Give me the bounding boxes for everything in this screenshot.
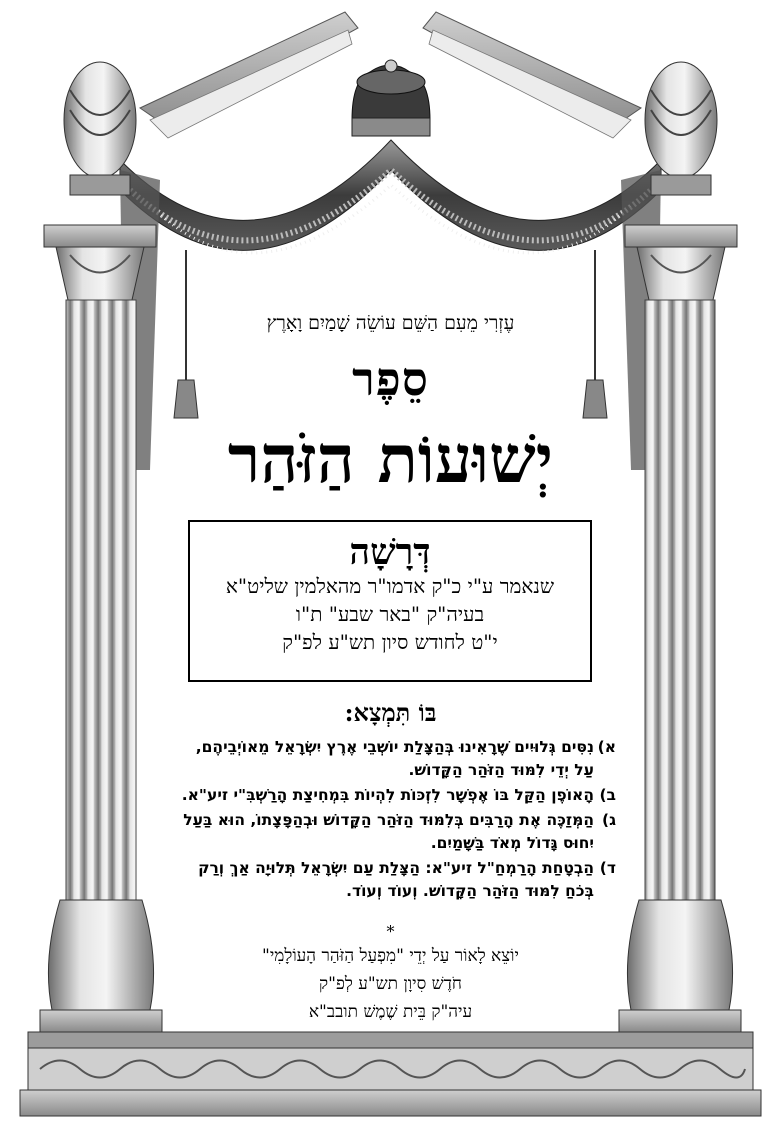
contents-heading: בּוֹ תִּמְצָא:: [344, 698, 437, 727]
sermon-info-line: שנאמר ע"י כ"ק אדמו"ר מהאלמין שליט"א: [225, 574, 555, 598]
list-item: [178, 736, 616, 782]
top-blessing: עֶזְרִי מֵעִם הַשֵּׁם עוֹשֵׂה שָׁמַיִם וָאָרֶץ: [266, 312, 515, 334]
right-finial: [645, 62, 717, 195]
publisher-block: [0, 942, 781, 1026]
item-letter: א): [597, 738, 616, 756]
left-finial: [64, 62, 136, 195]
item-text: הַבְטָחַת הָרַמְחַ"ל זיע"א: הַצָּלַת עַם יִשְׂרָאֵל תְּלוּיָה אַךְ וְרַק בְּכֹחַ לִמּוּד הַזֹּהַר הַקָּדוֹשׁ. וְעוֹד וְעוֹד.: [198, 859, 594, 900]
sermon-heading: דְּרָשָׁה: [349, 531, 431, 573]
item-letter: ג): [601, 811, 616, 829]
book-word: סֵפֶר: [352, 352, 429, 406]
item-letter: ד): [599, 859, 616, 877]
contents-list: [178, 736, 616, 905]
list-item: [178, 857, 616, 903]
item-text: נִסִּים גְּלוּיִים שֶׁרָאִינוּ בְּהַצָּלַת יוֹשְׁבֵי אֶרֶץ יִשְׂרָאֵל מֵאוֹיְבֵיהֶם, עַל יְדֵי לִמּוּד הַזֹּהַר הַקָּדוֹשׁ.: [195, 738, 594, 779]
bottom-plinth: [20, 1032, 761, 1116]
item-letter: ב): [599, 786, 616, 804]
separator-star: *: [386, 922, 395, 941]
book-title: יְשׁוּעוֹת הַזֹּהַר: [227, 420, 554, 498]
sermon-info-box: [188, 520, 592, 682]
item-text: הַמְּזַכֶּה אֶת הָרַבִּים בְּלִמּוּד הַזֹּהַר הַקָּדוֹשׁ וּבְהַפָּצָתוֹ, הוּא בַּעַל יִחוּס גָּדוֹל מְאֹד בַּשָּׁמַיִם.: [183, 811, 594, 852]
crown-ornament: [352, 60, 430, 136]
list-item: [178, 809, 616, 855]
sermon-info-line: י"ט לחודש סיון תש"ע לפ"ק: [282, 630, 498, 654]
publisher-place-line: עיה"ק בֵּית שֶׁמֶשׁ תובב"א: [308, 1002, 473, 1022]
publisher-date-line: חֹדֶשׁ סִיוָן תש"ע לְפ"ק: [319, 974, 462, 994]
sermon-info-line: בעיה"ק "באר שבע" ת"ו: [295, 602, 485, 626]
publisher-line: יוֹצֵא לָאוֹר עַל יְדֵי "מִפְעַל הַזֹּהַר הָעוֹלָמִי": [262, 946, 519, 966]
list-item: [178, 784, 616, 807]
item-text: הָאוֹפֶן הַקַּל בּוֹ אֶפְשָׁר לִזְכּוֹת לִהְיוֹת בִּמְחִיצַת הָרַשְׁבִּ"י זיע"א.: [181, 786, 594, 804]
